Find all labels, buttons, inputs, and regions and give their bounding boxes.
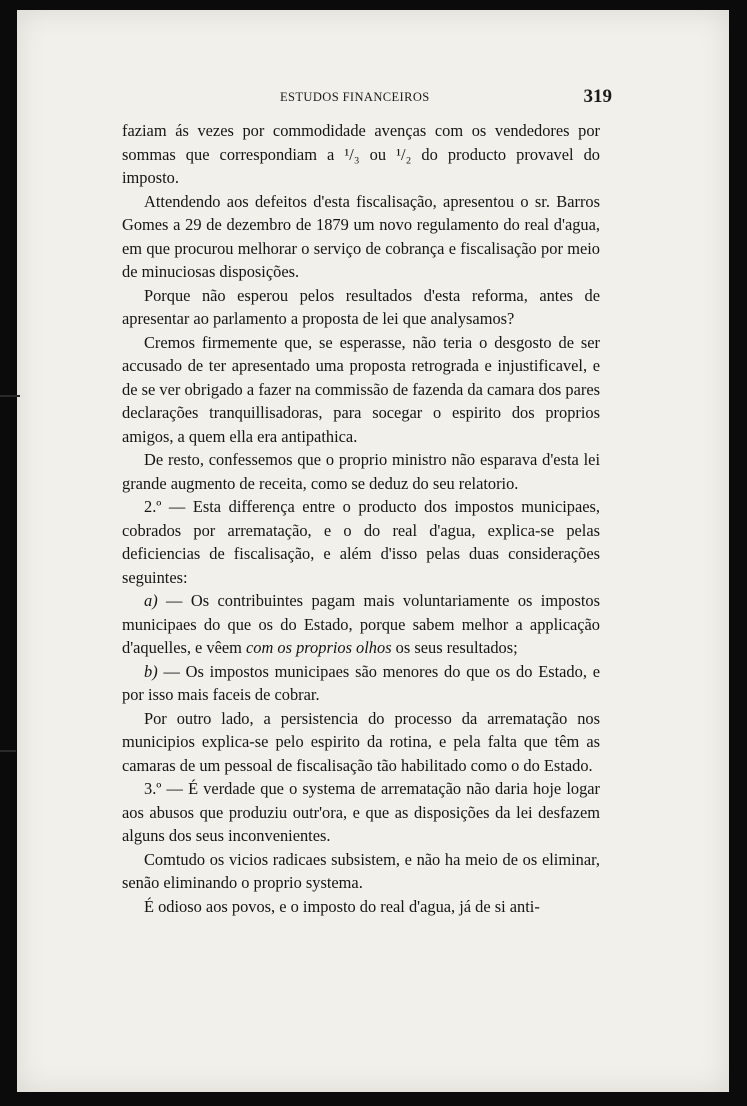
paragraph: faziam ás vezes por commodidade avenças com os vendedores por sommas que correspondiam a ¹/₃ ou ¹/₂ do producto provavel do imposto.: [122, 121, 600, 187]
book-page: [17, 10, 729, 1092]
emphasis: com os proprios olhos: [246, 638, 392, 657]
scan-edge-mark: [0, 750, 16, 752]
body-text: [122, 119, 600, 918]
paragraph: 3.º — É verdade que o systema de arrematação não daria hoje logar aos abusos que produziu outr'ora, e que as disposições da lei desfazem alguns dos seus inconvenientes.: [122, 779, 600, 845]
paragraph: Attendendo aos defeitos d'esta fiscalisação, apresentou o sr. Barros Gomes a 29 de dezembro de 1879 um novo regulamento do real d'agua, em que procurou melhorar o serviço de cobrança e fiscalisação por meio de minuciosas disposições.: [122, 191, 600, 281]
paragraph: Por outro lado, a persistencia do processo da arrematação nos municipios explica-se pelo espirito da rotina, e pela falta que têm as camaras de um pessoal de fiscalisação tão habilitado como o do Estado.: [122, 708, 600, 775]
paragraph: Porque não esperou pelos resultados d'esta reforma, antes de apresentar ao parlamento a proposta de lei que analysamos?: [122, 285, 600, 328]
paragraph: Cremos firmemente que, se esperasse, não teria o desgosto de ser accusado de ter apresentado uma proposta retrograda e injustificavel, e de se ver obrigado a fazer na commissão de fazenda da camara dos pares declarações tranquillisadoras, para socegar o espirito dos proprios amigos, a quem ella era antipathica.: [122, 332, 600, 446]
list-item-b: [122, 660, 600, 707]
list-label: b): [144, 661, 158, 681]
paragraph: De resto, confessemos que o proprio ministro não esparava d'esta lei grande augmento de receita, como se deduz do seu relatorio.: [122, 450, 600, 493]
list-text: — Os impostos municipaes são menores do que os do Estado, e por isso mais faceis de cobrar.: [122, 661, 600, 704]
list-text: — Os contribuintes pagam mais voluntariamente os impostos municipaes do que os do Estado, porque sabem melhor a applicação d'aquelles, e vêem: [122, 591, 600, 657]
page-number: 319: [583, 86, 612, 107]
scan-edge-mark: [0, 395, 20, 397]
list-text: os seus resultados;: [391, 638, 518, 657]
list-item-a: [122, 589, 600, 660]
list-label: a): [144, 591, 158, 610]
paragraph: Comtudo os vicios radicaes subsistem, e não ha meio de os eliminar, senão eliminando o proprio systema.: [122, 849, 600, 892]
paragraph: 2.º — Esta differença entre o producto dos impostos municipaes, cobrados por arrematação, e o do real d'agua, explica-se pelas deficiencias de fiscalisação, e além d'isso pelas duas considerações seguintes:: [122, 497, 600, 587]
paragraph: É odioso aos povos, e o imposto do real d'agua, já de si anti-: [144, 896, 540, 916]
page-header: [122, 86, 612, 110]
running-title: ESTUDOS FINANCEIROS: [280, 90, 430, 104]
